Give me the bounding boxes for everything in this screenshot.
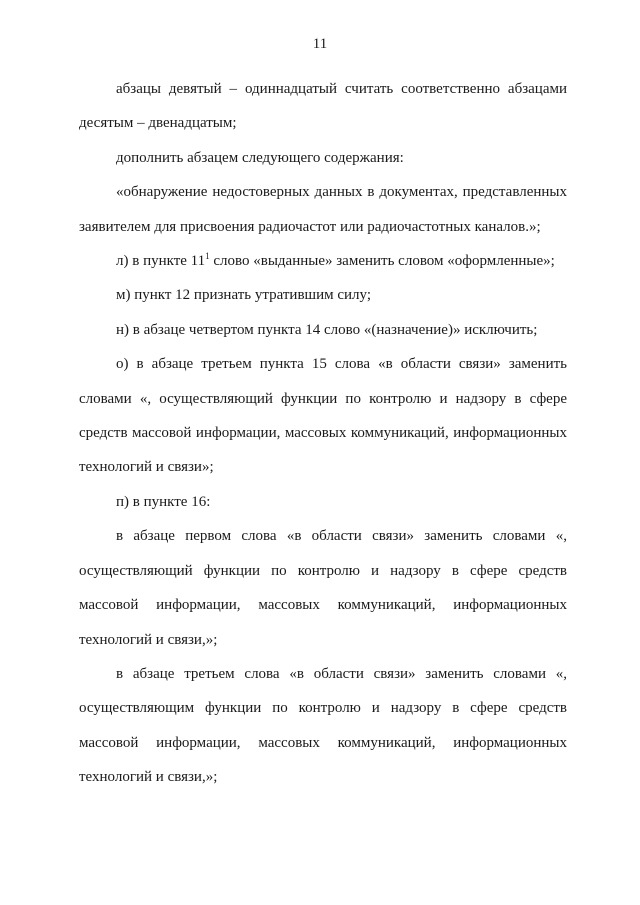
- item-l-superscript: 1: [205, 251, 210, 262]
- paragraph-item-m: м) пункт 12 признать утратившим силу;: [116, 287, 371, 304]
- paragraph-p-third-abzac: в абзаце третьем слова «в области связи» заменить словами «, осуществляющим функции по контролю и надзору в сфере средств массовой информации, массовых коммуникаций, информационных технологий и связи,»;: [79, 665, 567, 786]
- paragraph-item-l: [79, 244, 567, 278]
- paragraph-item-o: о) в абзаце третьем пункта 15 слова «в области связи» заменить словами «, осуществляющий функции по контролю и надзору в сфере средств массовой информации, массовых коммуникаций, информационных технологий и связи»;: [79, 356, 567, 476]
- document-body: [79, 72, 567, 795]
- paragraph-renumber-abzacy: абзацы девятый – одиннадцатый считать соответственно абзацами десятым – двенадцатым;: [79, 81, 567, 132]
- paragraph-p-first-abzac: в абзаце первом слова «в области связи» заменить словами «, осуществляющий функции по контролю и надзору в сфере средств массовой информации, массовых коммуникаций, информационных технологий и связи,»;: [79, 528, 567, 648]
- paragraph-item-n: н) в абзаце четвертом пункта 14 слово «(назначение)» исключить;: [116, 321, 538, 338]
- item-l-after: слово «выданные» заменить словом «оформленные»;: [209, 253, 555, 270]
- page-number: 11: [312, 36, 328, 52]
- paragraph-add-abzac: дополнить абзацем следующего содержания:: [116, 149, 404, 166]
- item-l-before: л) в пункте 11: [116, 253, 206, 270]
- paragraph-quote-obnaruzhenie: «обнаружение недостоверных данных в документах, представленных заявителем для присвоения радиочастот или радиочастотных каналов.»;: [79, 184, 567, 235]
- paragraph-item-p: п) в пункте 16:: [116, 493, 211, 510]
